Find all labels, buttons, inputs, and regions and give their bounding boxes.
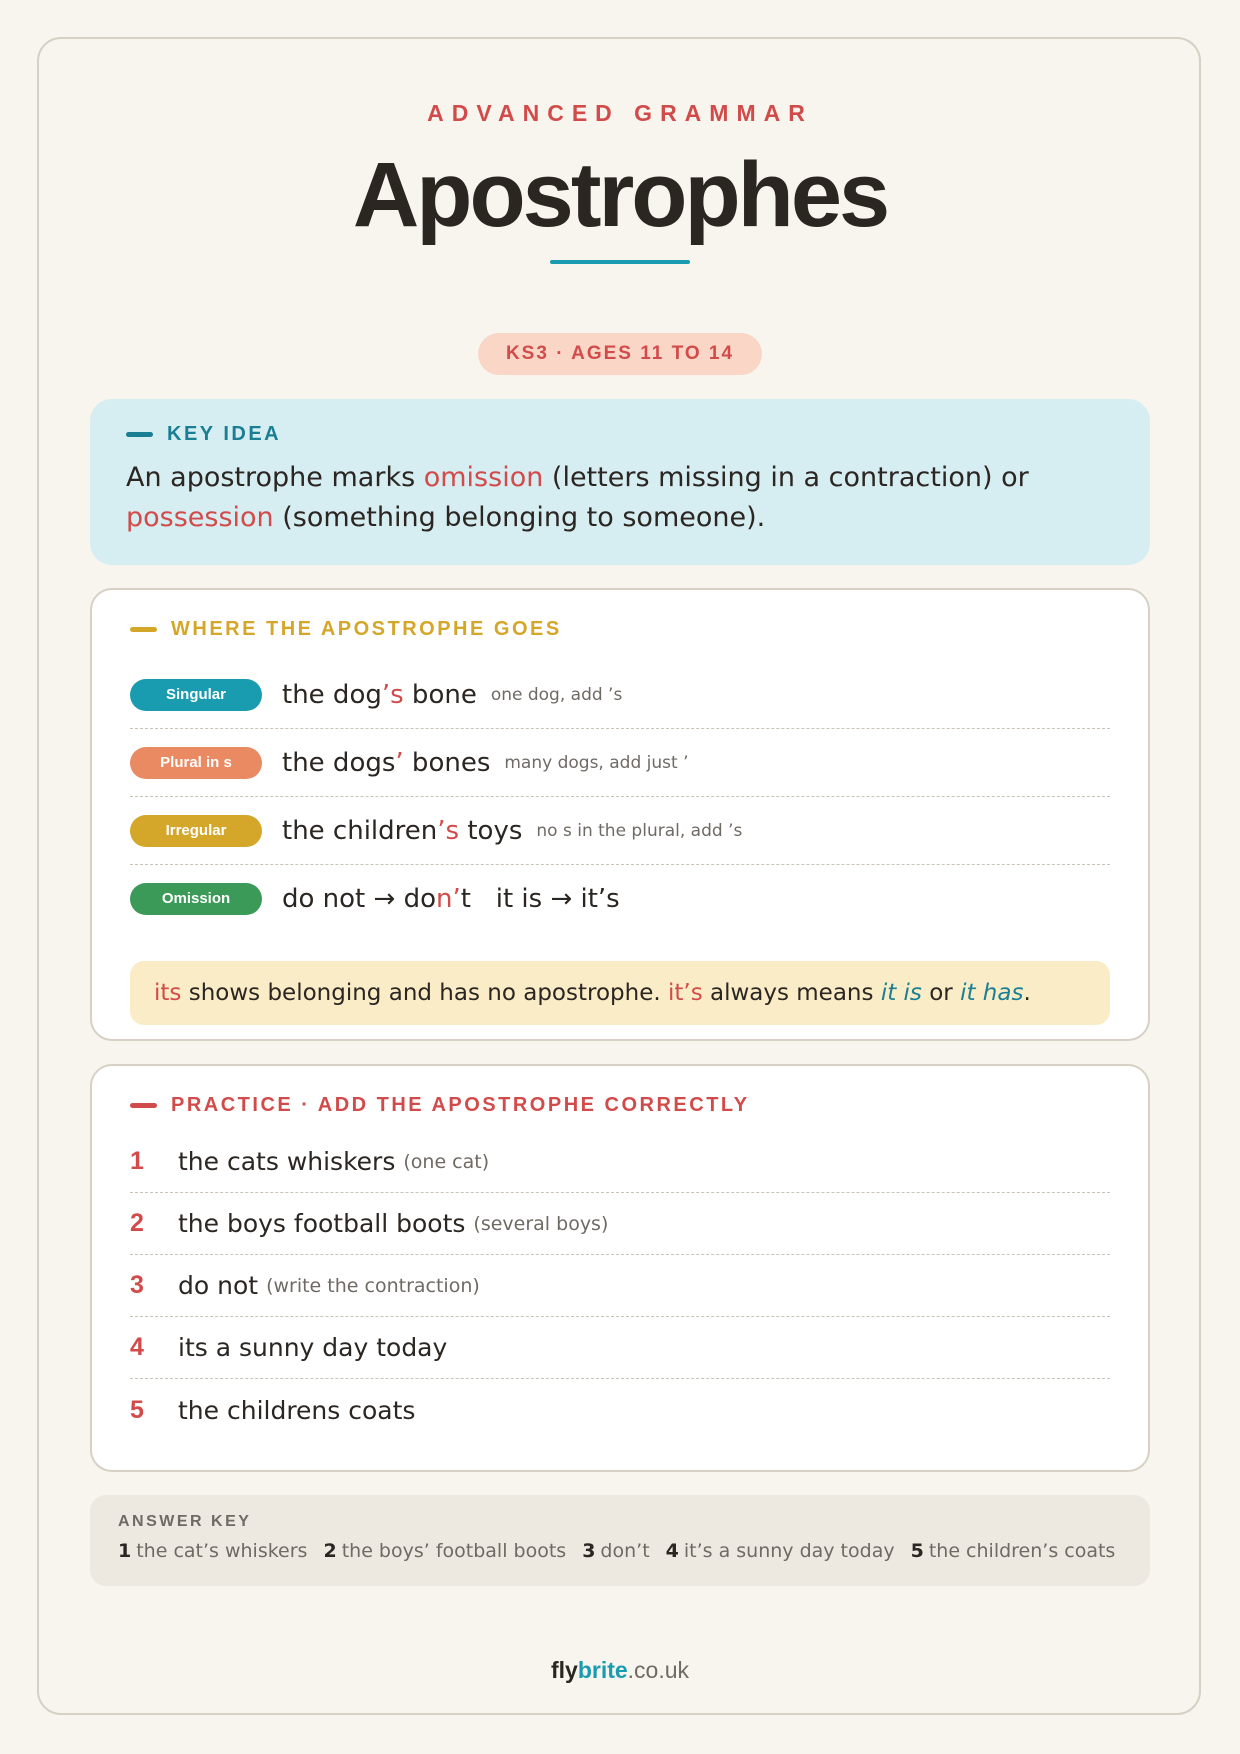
- term-possession: possession: [126, 502, 274, 533]
- example-text: the children: [282, 815, 438, 846]
- apostrophe-mark: ’s: [381, 679, 404, 710]
- rule-row: [130, 797, 1110, 865]
- answer-text: don’t: [600, 1540, 650, 1562]
- practice-label: PRACTICE · ADD THE APOSTROPHE CORRECTLY: [171, 1094, 750, 1116]
- brand-domain: .co.uk: [627, 1657, 690, 1683]
- question-hint: (one cat): [403, 1150, 490, 1173]
- level-badge: KS3 · AGES 11 TO 14: [478, 333, 762, 375]
- page-title: Apostrophes: [352, 144, 888, 246]
- apostrophe-mark: ’: [395, 747, 404, 778]
- answer-number: 4: [665, 1540, 679, 1562]
- answer-text: the children’s coats: [928, 1540, 1116, 1562]
- rule-row: [130, 729, 1110, 797]
- question-number: 1: [130, 1147, 144, 1175]
- example-text: the dogs: [282, 747, 396, 778]
- rule-list: [130, 661, 1110, 933]
- rule-badge: Plural in s: [130, 747, 262, 779]
- question-number: 2: [130, 1209, 144, 1237]
- answer-list: [118, 1540, 1122, 1562]
- term-omission: omission: [423, 462, 544, 493]
- answer-item: [666, 1540, 895, 1562]
- brand-brite: brite: [577, 1657, 628, 1683]
- key-idea-box: [90, 399, 1150, 565]
- answer-text: it’s a sunny day today: [683, 1540, 895, 1562]
- rule-badge: Singular: [130, 679, 262, 711]
- question-number: 4: [130, 1333, 144, 1361]
- example-text: t it is → it’s: [460, 884, 620, 914]
- rule-badge: Irregular: [130, 815, 262, 847]
- tip-text: shows belonging and has no apostrophe.: [181, 980, 668, 1006]
- footer-brand[interactable]: [0, 1657, 1240, 1684]
- key-text-part: (letters missing in a contraction) or: [543, 462, 1029, 493]
- answer-key-label: ANSWER KEY: [118, 1513, 252, 1530]
- answer-item: [323, 1540, 566, 1562]
- answer-text: the cat’s whiskers: [136, 1540, 308, 1562]
- key-idea-label: KEY IDEA: [167, 423, 282, 445]
- answer-text: the boys’ football boots: [341, 1540, 567, 1562]
- key-idea-text: [126, 458, 1114, 538]
- apostrophe-mark: ’s: [437, 815, 460, 846]
- its-tip-box: [130, 961, 1110, 1025]
- subject-eyebrow: ADVANCED GRAMMAR: [427, 100, 813, 126]
- rule-row: [130, 865, 1110, 933]
- tip-text: always means: [702, 980, 881, 1006]
- answer-key-box: [90, 1495, 1150, 1586]
- rule-row: [130, 661, 1110, 729]
- brand-fly: fly: [550, 1657, 578, 1683]
- practice-card: [90, 1064, 1150, 1472]
- answer-item: [118, 1540, 307, 1562]
- question-number: 3: [130, 1271, 144, 1299]
- where-heading: [130, 618, 1110, 641]
- rule-note: no s in the plural, add ’s: [536, 820, 743, 841]
- rule-example: [282, 680, 477, 710]
- key-text-part: An apostrophe marks: [126, 462, 424, 493]
- question-row: [130, 1131, 1110, 1193]
- question-row: [130, 1255, 1110, 1317]
- dash-icon: [130, 627, 157, 632]
- question-text: the boys football boots: [178, 1209, 466, 1238]
- key-text-part: (something belonging to someone).: [273, 502, 766, 533]
- question-number: 5: [130, 1395, 144, 1424]
- rule-example: [282, 816, 522, 846]
- rule-example: [282, 748, 490, 778]
- tip-its: its: [154, 980, 182, 1006]
- tip-it-has: it has: [960, 980, 1024, 1006]
- example-text: bones: [403, 747, 491, 778]
- practice-heading: [130, 1094, 1110, 1117]
- question-text: its a sunny day today: [178, 1333, 448, 1362]
- where-label: WHERE THE APOSTROPHE GOES: [171, 618, 562, 640]
- dash-icon: [130, 1103, 157, 1108]
- answer-number: 1: [118, 1540, 132, 1562]
- rule-note: many dogs, add just ’: [504, 752, 689, 773]
- answer-item: [582, 1540, 649, 1562]
- answer-number: 5: [910, 1540, 924, 1562]
- answer-number: 3: [582, 1540, 596, 1562]
- question-hint: (write the contraction): [266, 1274, 480, 1297]
- dash-icon: [126, 432, 153, 437]
- question-text: do not: [178, 1271, 259, 1300]
- question-text: the childrens coats: [178, 1395, 416, 1425]
- tip-end: .: [1023, 980, 1031, 1006]
- key-idea-heading: [126, 423, 1114, 446]
- answer-item: [911, 1540, 1116, 1562]
- example-text: toys: [459, 815, 523, 846]
- tip-it-is: it is: [880, 980, 922, 1006]
- rule-example: [282, 884, 620, 914]
- example-text: bone: [403, 679, 477, 710]
- question-text: the cats whiskers: [178, 1147, 396, 1176]
- example-text: do not → do: [282, 884, 436, 914]
- rule-badge: Omission: [130, 883, 262, 915]
- answer-number: 2: [323, 1540, 337, 1562]
- question-list: [130, 1131, 1110, 1441]
- tip-or: or: [921, 980, 961, 1006]
- example-text: the dog: [282, 679, 382, 710]
- question-row: [130, 1379, 1110, 1441]
- rule-note: one dog, add ’s: [490, 684, 623, 705]
- question-row: [130, 1193, 1110, 1255]
- where-card: [90, 588, 1150, 1041]
- title-underline: [550, 260, 690, 264]
- apostrophe-mark: n’: [435, 884, 461, 914]
- question-hint: (several boys): [473, 1212, 609, 1235]
- tip-its-apostrophe: it’s: [667, 980, 703, 1006]
- question-row: [130, 1317, 1110, 1379]
